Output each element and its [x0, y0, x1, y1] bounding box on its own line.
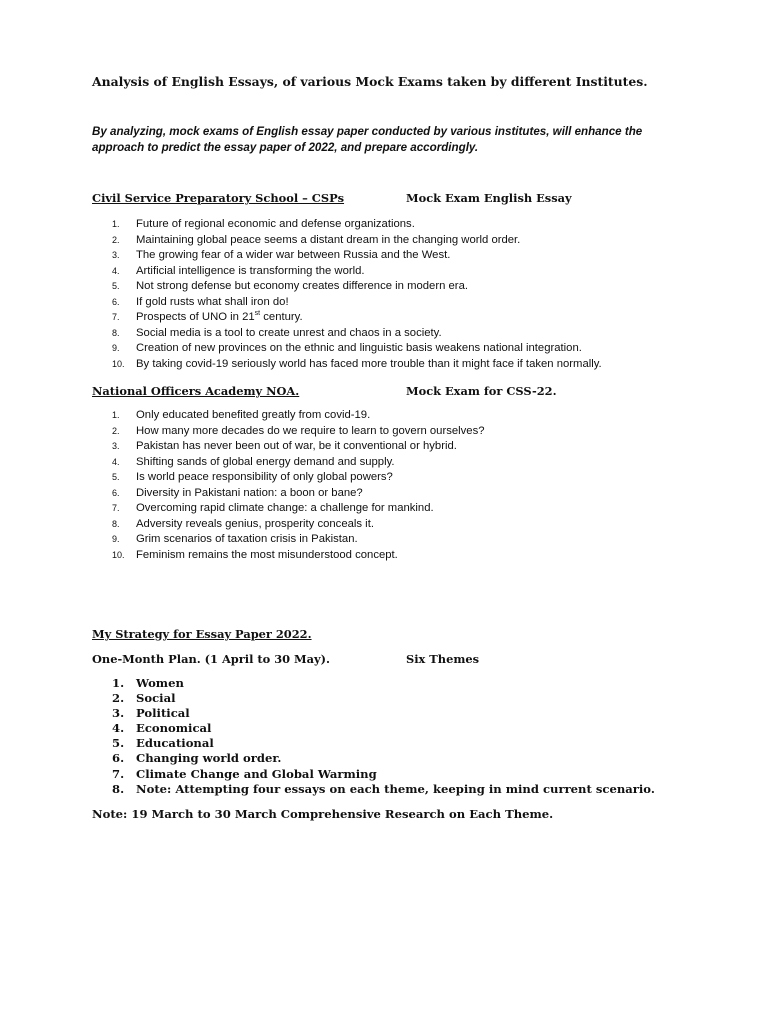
list-item-number: 8.: [112, 781, 125, 796]
list-item-text: Educational: [136, 736, 214, 751]
list-item-text: How many more decades do we require to learn to govern ourselves?: [136, 424, 485, 437]
list-item-number: 10.: [112, 358, 125, 369]
section1-exam: Mock Exam English Essay: [406, 191, 572, 205]
list-item-text: Adversity reveals genius, prosperity conceals it.: [136, 517, 374, 530]
strategy-heading-row: [92, 627, 312, 641]
list-item-number: 8.: [112, 518, 120, 529]
intro-paragraph: By analyzing, mock exams of English essay paper conducted by various institutes, will enhance the approach to predict the essay paper of 2022, and prepare accordingly.: [92, 125, 643, 154]
list-item-number: 3.: [112, 706, 125, 721]
list-item-number: 9.: [112, 343, 120, 354]
list-item-number: 2.: [112, 691, 125, 706]
list-item-text: Political: [136, 706, 190, 721]
list-item: [92, 233, 692, 249]
section1-header: [92, 191, 572, 205]
list-item: [92, 706, 692, 721]
list-item-text: Economical: [136, 721, 212, 736]
list-item-number: 5.: [112, 736, 125, 751]
list-item: [92, 721, 692, 736]
list-item-text: Grim scenarios of taxation crisis in Pakistan.: [136, 533, 358, 546]
superscript: st: [254, 310, 261, 318]
list-item-number: 6.: [112, 296, 120, 307]
list-item-text: By taking covid-19 seriously world has faced more trouble than it might face if taken normally.: [136, 357, 602, 370]
list-item-number: 4.: [112, 456, 120, 467]
list-item-number: 4.: [112, 721, 125, 736]
list-item-number: 3.: [112, 441, 120, 452]
list-item: [92, 532, 692, 548]
list-item: [92, 264, 692, 280]
list-item-number: 9.: [112, 534, 120, 545]
list-item: [92, 486, 692, 502]
list-item-number: 5.: [112, 472, 120, 483]
list-item: [92, 736, 692, 751]
section2-topic-list: [92, 408, 692, 563]
document-title: Analysis of English Essays, of various Mock Exams taken by different Institutes.: [92, 74, 648, 89]
section1-topic-list: [92, 217, 692, 372]
list-item-text-part: century.: [260, 311, 303, 324]
list-item: [92, 248, 692, 264]
list-item: [92, 357, 692, 373]
list-item-text: Is world peace responsibility of only global powers?: [136, 471, 393, 484]
list-item: [92, 341, 692, 357]
list-item: [92, 326, 692, 342]
list-item-number: 5.: [112, 281, 120, 292]
list-item-number: 3.: [112, 250, 120, 261]
list-item-text: Maintaining global peace seems a distant dream in the changing world order.: [136, 233, 521, 246]
list-item-text: Feminism remains the most misunderstood concept.: [136, 548, 398, 561]
list-item-number: 2.: [112, 234, 120, 245]
list-item-number: 7.: [112, 503, 120, 514]
section2-exam: Mock Exam for CSS-22.: [406, 384, 557, 398]
list-item-text: Not strong defense but economy creates difference in modern era.: [136, 280, 468, 293]
list-item: [92, 751, 692, 766]
list-item: [92, 767, 692, 782]
list-item: [92, 455, 692, 471]
list-item: [92, 310, 692, 326]
plan-row: [92, 652, 480, 666]
section2-institute: National Officers Academy NOA.: [92, 384, 300, 398]
list-item: [92, 408, 692, 424]
list-item-text: Women: [136, 676, 184, 690]
list-item-text: Only educated benefited greatly from covid-19.: [136, 409, 371, 421]
plan-text: One-Month Plan. (1 April to 30 May).: [92, 652, 330, 666]
section1-institute: Civil Service Preparatory School – CSPs: [92, 191, 345, 205]
list-item-text: Diversity in Pakistani nation: a boon or bane?: [136, 486, 363, 499]
list-item-number: 1.: [112, 410, 120, 420]
strategy-heading: My Strategy for Essay Paper 2022.: [92, 627, 312, 641]
list-item-text: Climate Change and Global Warming: [136, 766, 377, 781]
list-item: [92, 295, 692, 311]
list-item-number: 1.: [112, 676, 125, 690]
list-item-text: Social: [136, 691, 176, 706]
list-item: [92, 517, 692, 533]
list-item-number: 7.: [112, 312, 120, 323]
list-item: [92, 782, 692, 797]
list-item-text: Social media is a tool to create unrest and chaos in a society.: [136, 326, 442, 339]
list-item-text: Note: Attempting four essays on each theme, keeping in mind current scenario.: [136, 781, 655, 796]
list-item: [92, 470, 692, 486]
list-item: [92, 676, 692, 691]
list-item-number: 7.: [112, 766, 125, 781]
list-item-text: Future of regional economic and defense organizations.: [136, 218, 415, 230]
list-item-text: Overcoming rapid climate change: a challenge for mankind.: [136, 502, 434, 515]
list-item-text: Pakistan has never been out of war, be it conventional or hybrid.: [136, 440, 457, 453]
themes-label: Six Themes: [406, 652, 480, 666]
list-item-text: Changing world order.: [136, 751, 282, 766]
list-item-text: The growing fear of a wider war between Russia and the West.: [136, 249, 451, 262]
list-item: [92, 439, 692, 455]
list-item: [92, 217, 692, 233]
list-item: [92, 279, 692, 295]
section2-header: [92, 384, 557, 398]
research-note: Note: 19 March to 30 March Comprehensive Research on Each Theme.: [92, 807, 554, 821]
list-item-number: 1.: [112, 219, 120, 229]
list-item-text: Artificial intelligence is transforming the world.: [136, 264, 365, 277]
list-item-text: Creation of new provinces on the ethnic and linguistic basis weakens national integration.: [136, 342, 582, 355]
list-item-number: 2.: [112, 425, 120, 436]
list-item-text: [136, 310, 303, 326]
list-item-number: 6.: [112, 487, 120, 498]
list-item: [92, 691, 692, 706]
list-item-number: 6.: [112, 751, 125, 766]
list-item: [92, 501, 692, 517]
list-item-text: If gold rusts what shall iron do!: [136, 295, 289, 308]
list-item-number: 8.: [112, 327, 120, 338]
list-item-number: 10.: [112, 549, 125, 560]
list-item: [92, 548, 692, 564]
list-item-text-part: Prospects of UNO in 21: [136, 311, 255, 324]
list-item-text: Shifting sands of global energy demand and supply.: [136, 455, 395, 468]
list-item-number: 4.: [112, 265, 120, 276]
list-item: [92, 424, 692, 440]
themes-list: [92, 676, 692, 797]
